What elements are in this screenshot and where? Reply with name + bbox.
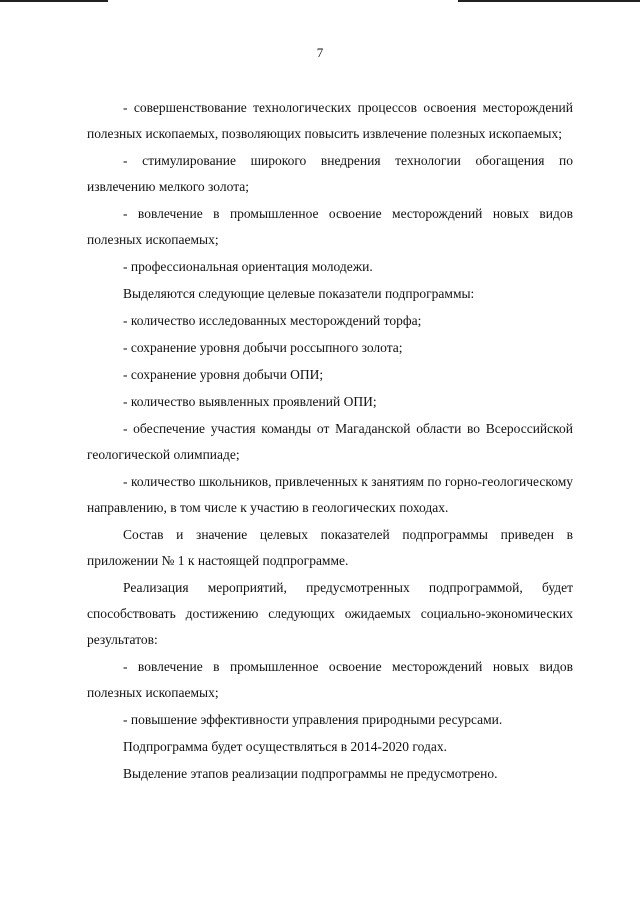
paragraph: - сохранение уровня добычи ОПИ; [123, 367, 324, 382]
paragraph: - профессиональная ориентация молодежи. [123, 259, 373, 274]
paragraph: Выделение этапов реализации подпрограммы не предусмотрено. [123, 766, 498, 781]
paragraph: - обеспечение участия команды от Магаданской области во Всероссийской геологической олимпиаде; [87, 421, 573, 462]
paragraph: - повышение эффективности управления природными ресурсами. [123, 712, 503, 727]
document-body [87, 95, 573, 787]
paragraph: Состав и значение целевых показателей подпрограммы приведен в приложении № 1 к настоящей подпрограмме. [87, 527, 573, 568]
paragraph: Подпрограмма будет осуществляться в 2014-2020 годах. [123, 739, 447, 754]
scan-edge-left [0, 0, 108, 2]
paragraph: - количество выявленных проявлений ОПИ; [123, 394, 377, 409]
paragraph: - вовлечение в промышленное освоение месторождений новых видов полезных ископаемых; [87, 206, 573, 247]
paragraph: - количество исследованных месторождений торфа; [123, 313, 422, 328]
paragraph: - совершенствование технологических процессов освоения месторождений полезных ископаемых, позволяющих повысить извлечение полезных ископаемых; [87, 100, 573, 141]
paragraph: - сохранение уровня добычи россыпного золота; [123, 340, 403, 355]
paragraph: - вовлечение в промышленное освоение месторождений новых видов полезных ископаемых; [87, 659, 573, 700]
paragraph: Выделяются следующие целевые показатели подпрограммы: [123, 286, 475, 301]
paragraph: - стимулирование широкого внедрения технологии обогащения по извлечению мелкого золота; [87, 153, 573, 194]
paragraph: Реализация мероприятий, предусмотренных подпрограммой, будет способствовать достижению следующих ожидаемых социально-экономических результатов: [87, 580, 573, 647]
scan-edge-right [458, 0, 640, 2]
page-number: 7 [316, 45, 324, 60]
paragraph: - количество школьников, привлеченных к занятиям по горно-геологическому направлению, в том числе к участию в геологических походах. [87, 474, 573, 515]
